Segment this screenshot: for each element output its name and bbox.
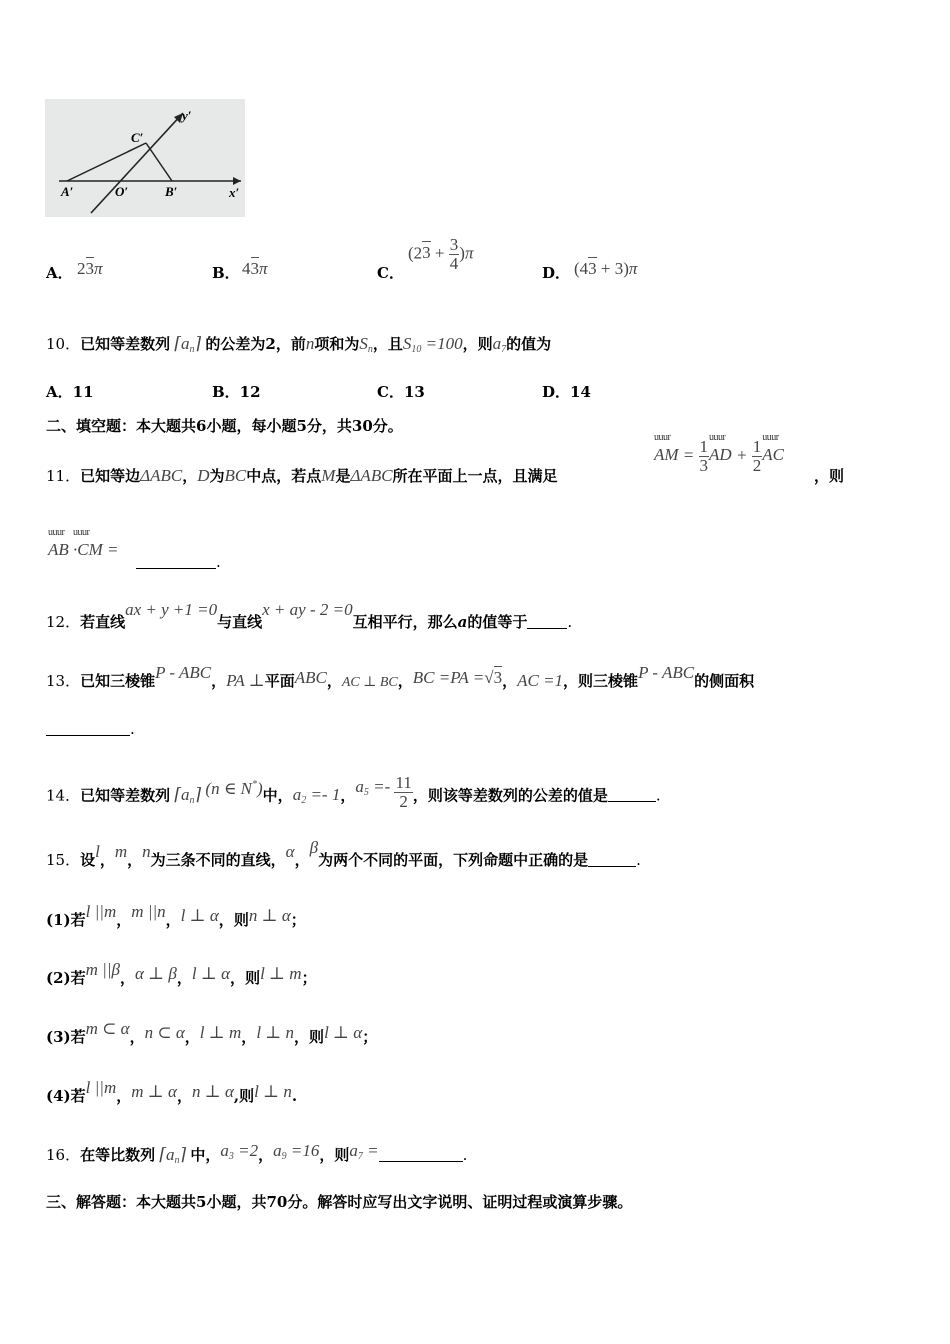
q10-option-c: C．13	[377, 383, 425, 401]
q16-answer-blank[interactable]	[379, 1147, 463, 1162]
segment-cb	[146, 143, 172, 181]
label-a: A′	[61, 184, 74, 199]
q10-option-d: D．14	[542, 383, 591, 401]
q15-item-2: (2)若m ||β，α ⊥ β，l ⊥ α，则l ⊥ m；	[46, 960, 317, 987]
q14-text: 14．已知等差数列 $⌈a_n⌉$ (n ∈ N*)中，$a_2 =- 1$，$a_5$ =- $\frac{11}{2}$ ，则该等差数列的公差的值是 .	[46, 773, 661, 811]
q13-text: 13．已知三棱锥P - ABC，PA ⊥平面ABC，AC ⊥ BC，BC =PA =√3，AC =1，则三棱锥P - ABC的侧面积	[46, 663, 755, 690]
q11-then: ，则	[814, 467, 845, 485]
q9-option-b-math: 43π	[242, 259, 268, 278]
q9-option-b-label: B．	[212, 264, 240, 282]
oblique-axes-diagram	[45, 99, 245, 217]
label-o: O′	[115, 184, 129, 199]
q15-text: 15．设l，m，n为三条不同的直线，α，β为两个不同的平面，下列命题中正确的是 .	[46, 838, 641, 869]
label-y: y′	[182, 108, 192, 123]
q11-dot-product: uuur AB uuur ·CM =	[48, 540, 119, 560]
q12-answer-blank[interactable]	[527, 614, 567, 629]
q11-vector-equation: uuur AM = $\frac{1}{3}$ uuur AD + $\frac{1}{2}$ uuur AC	[654, 438, 784, 475]
label-c: C′	[131, 130, 144, 145]
section-3-heading: 三、解答题：本大题共5小题，共70分。解答时应写出文字说明、证明过程或演算步骤。	[46, 1193, 633, 1211]
label-b: B′	[165, 184, 178, 199]
x-arrow-icon	[233, 177, 241, 185]
coordinate-figure	[45, 99, 245, 217]
q9-option-a-math: 23π	[77, 259, 103, 278]
label-x: x′	[229, 185, 240, 200]
q16-text: 16．在等比数列 $⌈a_n⌉$ 中，$a_3 =2$，$a_9 =16$，则$a_7$ = .	[46, 1141, 468, 1166]
section-2-heading: 二、填空题：本大题共6小题，每小题5分，共30分。	[46, 417, 403, 435]
q15-answer-blank[interactable]	[588, 852, 636, 867]
q10-text: 10．已知等差数列 $⌈a_n⌉$ 的公差为2，前n项和为$S_n$，且$S_{10} =100$，则$a_7$的值为	[46, 334, 552, 355]
q12-text: 12．若直线ax + y +1 =0与直线x + ay - 2 =0互相平行，那么a的值等于 .	[46, 600, 573, 631]
q9-option-c-label: C．	[377, 264, 404, 282]
q11-text: 11．已知等边ΔABC，D为BC中点，若点M是ΔABC所在平面上一点，且满足	[46, 466, 558, 485]
q15-item-1: (1)若l ||m，m ||n，l ⊥ α，则n ⊥ α；	[46, 902, 306, 929]
q13-answer-blank[interactable]: .	[46, 720, 135, 738]
q10-option-b: B．12	[212, 383, 261, 401]
segment-ac	[67, 143, 146, 181]
q14-answer-blank[interactable]	[608, 787, 656, 802]
q9-option-d-math: (43 + 3)π	[574, 259, 638, 278]
q11-answer-blank[interactable]: .	[136, 553, 221, 571]
q15-item-4: (4)若l ||m，m ⊥ α，n ⊥ α,则l ⊥ n.	[46, 1078, 298, 1105]
q9-option-d-label: D．	[542, 264, 571, 282]
q9-option-c-math: (23 + $\frac{3}{4}$ )π	[408, 235, 474, 273]
q9-option-a-label: A．	[46, 264, 73, 282]
q10-option-a: A．11	[46, 383, 94, 401]
q15-item-3: (3)若m ⊂ α，n ⊂ α，l ⊥ m，l ⊥ n，则l ⊥ α；	[46, 1019, 378, 1046]
